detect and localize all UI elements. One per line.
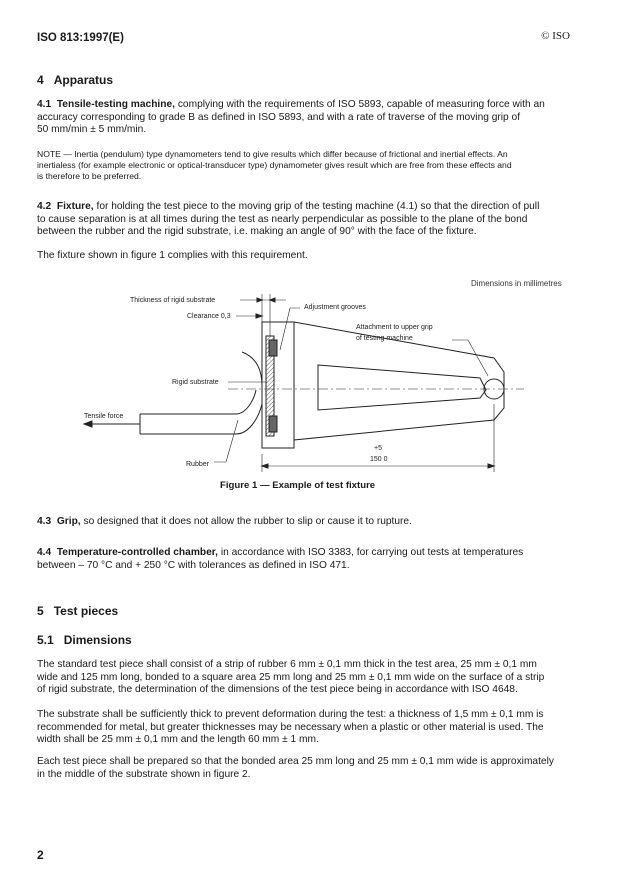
rubber-strip-lower [140,404,262,434]
text-line: of rigid substrate, the determination of the dimensions of the test piece being in accordance with ISO 4648. [37,684,518,696]
subsection-5-1-heading [37,633,132,647]
text-line: recommended for metal, but greater thicknesses may be necessary when a plastic or other material is used. The [37,721,544,733]
label-tensile: Tensile force [84,413,124,420]
label-rigid: Rigid substrate [172,379,219,386]
section-number: 5.1 [37,633,54,647]
label-dim-tol: +5 [374,445,382,452]
clause-title: Grip, [56,516,81,527]
label-thickness: Thickness of rigid substrate [130,297,216,304]
label-clearance: Clearance 0,3 [187,313,231,320]
text-line: 50 mm/min ± 5 mm/min. [37,124,147,136]
label-dim-val: 150 0 [370,456,388,463]
note-line: NOTE — Inertia (pendulum) type dynamometers tend to give results which differ because of frictional and inertial effects. An [37,149,508,159]
note-line: inertialess (for example electronic or optical-transducer type) dynamometer gives result which are free from these effects and [37,160,512,170]
text-line: accuracy corresponding to grade B as defined in ISO 5893, and with a rate of traverse of the moving grip of [37,111,521,123]
text-line: wide and 125 mm long, bonded to a square area 25 mm long and 25 mm ± 0,1 mm wide on the surface of a strip [37,671,545,683]
adjustment-screw-top [269,340,277,356]
text-line: complying with the requirements of ISO 5893, capable of measuring force with an [177,99,545,110]
figure-1-caption: Figure 1 — Example of test fixture [220,480,376,491]
clause-title: Tensile-testing machine, [56,99,175,110]
section-number: 5 [37,604,44,618]
section-title: Apparatus [53,73,114,87]
adjustment-screw-bottom [269,416,277,432]
label-adjustment: Adjustment grooves [304,304,366,311]
label-attachment-1: Attachment to upper grip [356,324,433,331]
text-line: between – 70 °C and + 250 °C with tolerances as defined in ISO 471. [37,559,350,571]
paragraph-5-1-b [37,709,571,747]
text-line: width shall be 25 mm ± 0,1 mm and the length 60 mm ± 1 mm. [37,734,319,746]
text-line: The standard test piece shall consist of a strip of rubber 6 mm ± 0,1 mm thick in the test area, 25 mm ± 0,1 mm [37,659,537,670]
section-5-heading [37,604,118,618]
text-line: between the rubber and the rigid substrate, i.e. making an angle of 90° with the face of the fixture. [37,226,477,238]
page-number: 2 [37,848,44,862]
text-line: Each test piece shall be prepared so that the bonded area 25 mm long and 25 mm ± 0,1 mm wide is approximately [37,756,554,767]
paragraph-5-1-a [37,659,571,697]
section-title: Test pieces [53,604,119,618]
document-id: ISO 813:1997(E) [37,32,124,44]
dimensions-note: Dimensions in millimetres [471,279,562,288]
clause-4-2-after: The fixture shown in figure 1 complies with this requirement. [37,250,308,261]
clause-number: 4.2 [37,201,52,212]
section-number: 4 [37,73,44,87]
rubber-strip [140,390,256,414]
text-line: for holding the test piece to the moving grip of the testing machine (4.1) so that the direction of pull [96,201,540,212]
clause-title: Temperature-controlled chamber, [56,547,218,558]
clause-number: 4.3 [37,516,52,527]
rubber-strip-top [242,352,262,386]
clause-title: Fixture, [56,201,94,212]
clause-4-3 [37,516,569,529]
clause-number: 4.4 [37,547,52,558]
label-attachment-2: of testing machine [356,335,413,342]
text-line: in the middle of the substrate shown in figure 2. [37,768,251,780]
text-line: The substrate shall be sufficiently thick to prevent deformation during the test: a thickness of 1,5 mm ± 0,1 mm is [37,709,544,720]
text-line: in accordance with ISO 3383, for carrying out tests at temperatures [220,547,524,558]
note-line: is therefore to be preferred. [37,171,142,181]
paragraph-5-1-c [37,756,571,781]
label-rubber: Rubber [186,461,209,468]
section-title: Dimensions [63,633,132,647]
clause-4-4 [37,547,569,572]
clause-number: 4.1 [37,99,52,110]
text-line: to cause separation is at all times during the test as nearly perpendicular as possible to the plane of the bond [37,213,528,225]
text-line: so designed that it does not allow the rubber to slip or cause it to rupture. [83,516,412,527]
tensile-force-arrow [84,421,92,427]
copyright-mark: © ISO [541,30,570,42]
fixture-slot [318,365,486,410]
